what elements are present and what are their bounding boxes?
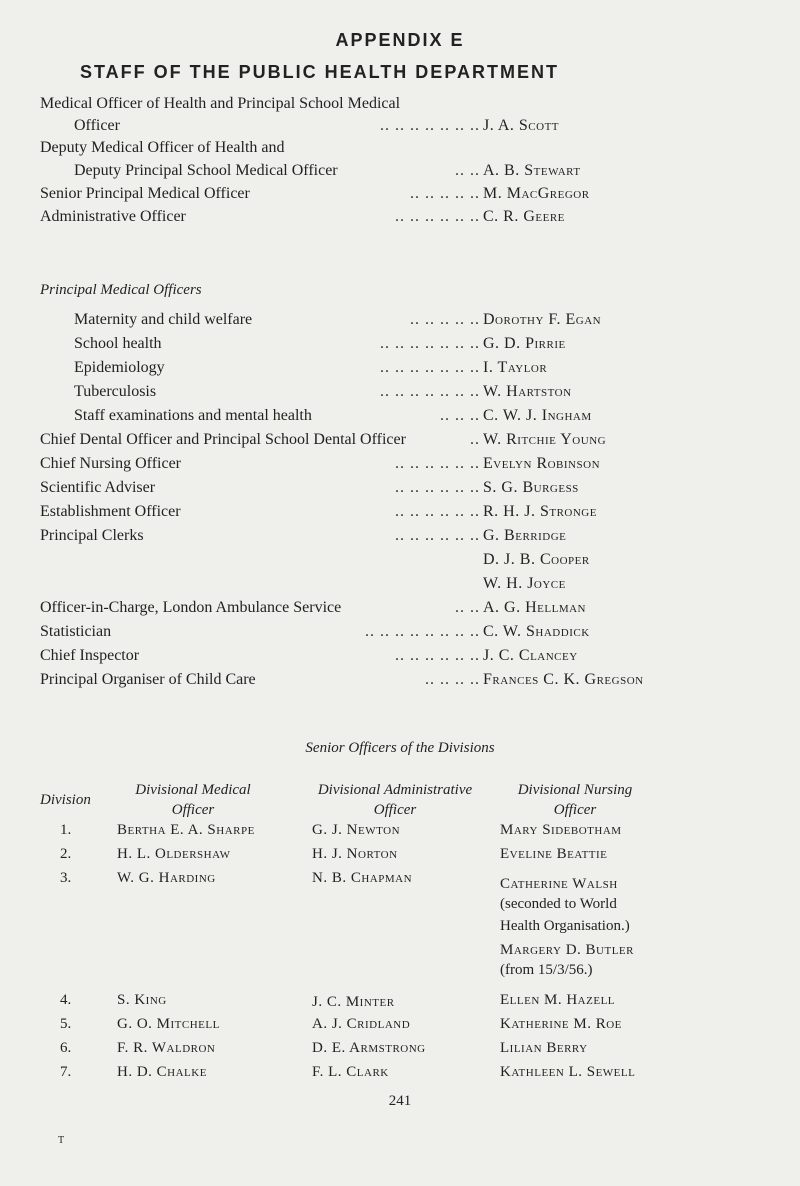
staff-row: Statistician .. .. .. .. .. .. .. .. C. W. Shaddick — [40, 620, 780, 644]
table-cell-administrative: D. E. Armstrong — [312, 1040, 426, 1056]
staff-row — [40, 572, 780, 596]
staff-row: Establishment Officer .. .. .. .. .. .. R. H. J. Stronge — [40, 500, 780, 524]
table-cell-nursing: Kathleen L. Sewell — [500, 1064, 636, 1080]
table-cell-division: 2. — [60, 846, 72, 862]
role-label: Chief Dental Officer and Principal School Dental Officer — [40, 431, 406, 448]
table-cell-medical: F. R. Waldron — [117, 1040, 216, 1056]
officer-name: Frances C. K. Gregson — [483, 671, 644, 688]
officer-name: I. Taylor — [483, 359, 548, 376]
officer-name: R. H. J. Stronge — [483, 503, 597, 520]
role-label: Tuberculosis — [74, 383, 157, 400]
role-label: Principal Organiser of Child Care — [40, 671, 256, 688]
role-label: School health — [74, 335, 162, 352]
table-cell-division: 1. — [60, 822, 72, 838]
officer-name: D. J. B. Cooper — [483, 551, 590, 568]
staff-row: Epidemiology .. .. .. .. .. .. .. I. Taylor — [40, 356, 780, 380]
staff-row: Officer .. .. .. .. .. .. .. J. A. Scott — [40, 114, 780, 138]
officer-name: J. A. Scott — [483, 117, 560, 134]
table-cell-medical: H. D. Chalke — [117, 1064, 207, 1080]
officer-name: G. D. Pirrie — [483, 335, 566, 352]
officer-name: W. Hartston — [483, 383, 572, 400]
role-label: Administrative Officer — [40, 208, 186, 225]
officer-name: C. R. Geere — [483, 208, 565, 225]
table-cell-medical: Bertha E. A. Sharpe — [117, 822, 255, 838]
officer-name: W. H. Joyce — [483, 575, 566, 592]
table-cell-division: 5. — [60, 1016, 72, 1032]
officer-name: C. W. J. Ingham — [483, 407, 592, 424]
table-cell-administrative: A. J. Cridland — [312, 1016, 411, 1032]
column-header-division: Division — [40, 792, 91, 808]
signature-mark: T — [58, 1135, 65, 1146]
officer-name: A. G. Hellman — [483, 599, 586, 616]
staff-row: Senior Principal Medical Officer .. .. .. .. .. M. MacGregor — [40, 182, 780, 206]
staff-row: Principal Organiser of Child Care .. .. .. .. Frances C. K. Gregson — [40, 668, 780, 692]
table-cell-medical: H. L. Oldershaw — [117, 846, 231, 862]
table-cell-division: 3. — [60, 870, 72, 886]
role-label: Establishment Officer — [40, 503, 181, 520]
table-cell-nursing: Eveline Beattie — [500, 846, 608, 862]
page-number: 241 — [388, 1093, 412, 1109]
section-heading: Principal Medical Officers — [40, 282, 202, 298]
role-label: Principal Clerks — [40, 527, 144, 544]
column-header-medical: Divisional Medical Officer — [135, 782, 251, 818]
nursing-note: Health Organisation.) — [500, 918, 630, 934]
table-cell-division: 6. — [60, 1040, 72, 1056]
officer-name: Dorothy F. Egan — [483, 311, 602, 328]
table-cell-division: 7. — [60, 1064, 72, 1080]
staff-row: Chief Inspector .. .. .. .. .. .. J. C. Clancey — [40, 644, 780, 668]
staff-row: Principal Clerks .. .. .. .. .. .. G. Berridge — [40, 524, 780, 548]
officer-name: S. G. Burgess — [483, 479, 579, 496]
role-label: Maternity and child welfare — [74, 311, 253, 328]
table-cell-administrative: N. B. Chapman — [312, 870, 413, 886]
table-caption: Senior Officers of the Divisions — [305, 740, 495, 756]
officer-name: W. Ritchie Young — [483, 431, 607, 448]
role-label: Epidemiology — [74, 359, 165, 376]
table-cell-division: 4. — [60, 992, 72, 1008]
role-label: Medical Officer of Health and Principal School Medical — [40, 95, 401, 112]
nursing-note: (from 15/3/56.) — [500, 962, 593, 978]
staff-row: Chief Dental Officer and Principal School Dental Officer .. W. Ritchie Young — [40, 428, 780, 452]
role-label: Senior Principal Medical Officer — [40, 185, 250, 202]
staff-row: Tuberculosis .. .. .. .. .. .. .. W. Hartston — [40, 380, 780, 404]
table-cell-administrative: J. C. Minter — [312, 994, 395, 1010]
officer-name: G. Berridge — [483, 527, 567, 544]
officer-name: M. MacGregor — [483, 185, 590, 202]
column-header-administrative: Divisional Administrative Officer — [317, 782, 473, 818]
officer-name: Evelyn Robinson — [483, 455, 601, 472]
role-label: Deputy Medical Officer of Health and — [40, 139, 285, 156]
role-label: Deputy Principal School Medical Officer — [74, 162, 338, 179]
staff-row — [40, 92, 780, 116]
role-label: Statistician — [40, 623, 112, 640]
staff-row: Scientific Adviser .. .. .. .. .. .. S. G. Burgess — [40, 476, 780, 500]
staff-row: Officer-in-Charge, London Ambulance Service .. .. A. G. Hellman — [40, 596, 780, 620]
staff-row: Deputy Principal School Medical Officer .. .. A. B. Stewart — [40, 159, 780, 183]
staff-row — [40, 548, 780, 572]
column-header-nursing: Divisional Nursing Officer — [517, 782, 633, 818]
officer-name: J. C. Clancey — [483, 647, 578, 664]
table-cell-nursing: Katherine M. Roe — [500, 1016, 622, 1032]
table-cell-medical: W. G. Harding — [117, 870, 216, 886]
officer-name: A. B. Stewart — [483, 162, 581, 179]
role-label: Staff examinations and mental health — [74, 407, 312, 424]
staff-row: Administrative Officer .. .. .. .. .. .. C. R. Geere — [40, 205, 780, 229]
role-label: Chief Nursing Officer — [40, 455, 181, 472]
role-label: Chief Inspector — [40, 647, 140, 664]
staff-row — [40, 136, 780, 160]
role-label: Officer-in-Charge, London Ambulance Service — [40, 599, 342, 616]
role-label: Scientific Adviser — [40, 479, 156, 496]
table-cell-nursing-extra: Margery D. Butler — [500, 942, 634, 958]
table-cell-nursing: Mary Sidebotham — [500, 822, 622, 838]
page-title: STAFF OF THE PUBLIC HEALTH DEPARTMENT — [80, 62, 559, 82]
table-cell-medical: G. O. Mitchell — [117, 1016, 220, 1032]
table-cell-nursing: Ellen M. Hazell — [500, 992, 616, 1008]
table-cell-administrative: F. L. Clark — [312, 1064, 389, 1080]
staff-row: Maternity and child welfare .. .. .. .. .. Dorothy F. Egan — [40, 308, 780, 332]
table-cell-administrative: H. J. Norton — [312, 846, 398, 862]
officer-name: C. W. Shaddick — [483, 623, 590, 640]
nursing-note: (seconded to World — [500, 896, 617, 912]
staff-row: School health .. .. .. .. .. .. .. G. D. Pirrie — [40, 332, 780, 356]
table-cell-administrative: G. J. Newton — [312, 822, 401, 838]
table-cell-nursing: Catherine Walsh — [500, 876, 618, 892]
table-cell-nursing: Lilian Berry — [500, 1040, 588, 1056]
staff-row: Chief Nursing Officer .. .. .. .. .. .. Evelyn Robinson — [40, 452, 780, 476]
table-cell-medical: S. King — [117, 992, 167, 1008]
staff-row: Staff examinations and mental health .. .. .. C. W. J. Ingham — [40, 404, 780, 428]
role-label: Officer — [74, 117, 120, 134]
appendix-label: APPENDIX E — [335, 30, 465, 50]
